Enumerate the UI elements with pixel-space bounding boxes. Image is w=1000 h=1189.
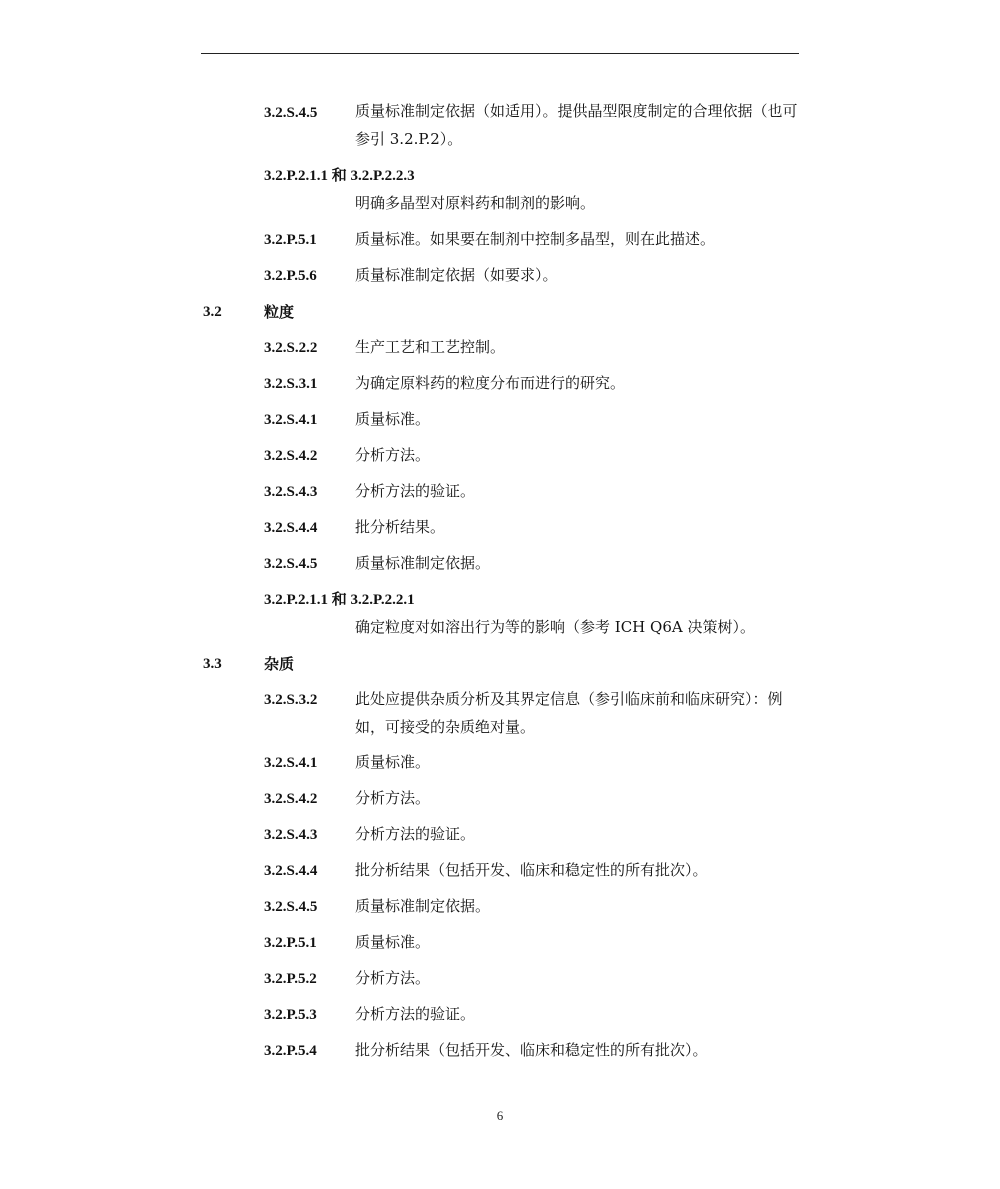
item-code: 3.2.P.5.2 bbox=[264, 971, 317, 987]
item-code: 3.2.S.4.5 bbox=[264, 556, 318, 572]
item-text: 质量标准。如果要在制剂中控制多晶型，则在此描述。 bbox=[355, 230, 716, 248]
item-code: 3.2.S.4.1 bbox=[264, 412, 318, 428]
item-text: 分析方法的验证。 bbox=[355, 482, 476, 500]
item-text: 质量标准制定依据。 bbox=[355, 897, 491, 915]
item-code: 3.2.S.4.3 bbox=[264, 827, 318, 843]
item-text: 批分析结果（包括开发、临床和稳定性的所有批次）。 bbox=[355, 861, 708, 879]
item-text: 分析方法的验证。 bbox=[355, 1005, 476, 1023]
item-text: 批分析结果。 bbox=[355, 518, 446, 536]
item-text: 确定粒度对如溶出行为等的影响（参考 ICH Q6A 决策树）。 bbox=[355, 618, 755, 636]
item-code: 3.2.P.5.1 bbox=[264, 232, 317, 248]
item-code: 3.2.S.4.2 bbox=[264, 791, 318, 807]
item-text: 分析方法。 bbox=[355, 789, 431, 807]
item-code: 3.2.P.5.4 bbox=[264, 1043, 317, 1059]
item-text: 质量标准。 bbox=[355, 753, 431, 771]
item-code: 3.2.S.4.4 bbox=[264, 520, 318, 536]
item-code: 3.2.S.2.2 bbox=[264, 340, 318, 356]
page-number: 6 bbox=[496, 1108, 504, 1123]
section-number: 3.3 bbox=[203, 656, 222, 672]
item-code: 3.2.S.4.5 bbox=[264, 899, 318, 915]
item-code: 3.2.P.5.3 bbox=[264, 1007, 317, 1023]
item-code: 3.2.P.2.1.1 和 3.2.P.2.2.1 bbox=[264, 592, 415, 608]
item-text: 质量标准。 bbox=[355, 933, 431, 951]
item-text: 分析方法。 bbox=[355, 969, 431, 987]
item-code: 3.2.S.4.3 bbox=[264, 484, 318, 500]
item-text: 为确定原料药的粒度分布而进行的研究。 bbox=[355, 374, 626, 392]
item-text: 质量标准制定依据（如要求）。 bbox=[355, 266, 558, 284]
item-code: 3.2.S.4.2 bbox=[264, 448, 318, 464]
item-text: 质量标准制定依据。 bbox=[355, 554, 491, 572]
item-code: 3.2.P.5.6 bbox=[264, 268, 317, 284]
item-text: 质量标准制定依据（如适用）。提供晶型限度制定的合理依据（也可参引 3.2.P.2）。 bbox=[355, 102, 798, 148]
item-text: 质量标准。 bbox=[355, 410, 431, 428]
section-title: 杂质 bbox=[264, 655, 295, 673]
item-code: 3.2.S.3.2 bbox=[264, 692, 318, 708]
item-code: 3.2.S.4.5 bbox=[264, 105, 318, 121]
item-code: 3.2.S.3.1 bbox=[264, 376, 318, 392]
header-rule bbox=[201, 53, 799, 54]
item-text: 生产工艺和工艺控制。 bbox=[355, 338, 506, 356]
item-text: 批分析结果（包括开发、临床和稳定性的所有批次）。 bbox=[355, 1041, 708, 1059]
item-code: 3.2.S.4.4 bbox=[264, 863, 318, 879]
item-text: 分析方法。 bbox=[355, 446, 431, 464]
item-code: 3.2.P.2.1.1 和 3.2.P.2.2.3 bbox=[264, 168, 415, 184]
item-text: 分析方法的验证。 bbox=[355, 825, 476, 843]
item-text: 明确多晶型对原料药和制剂的影响。 bbox=[355, 194, 596, 212]
section-title: 粒度 bbox=[264, 303, 295, 321]
section-number: 3.2 bbox=[203, 304, 222, 320]
item-code: 3.2.S.4.1 bbox=[264, 755, 318, 771]
item-text: 此处应提供杂质分析及其界定信息（参引临床前和临床研究）：例如，可接受的杂质绝对量。 bbox=[355, 690, 783, 736]
item-code: 3.2.P.5.1 bbox=[264, 935, 317, 951]
